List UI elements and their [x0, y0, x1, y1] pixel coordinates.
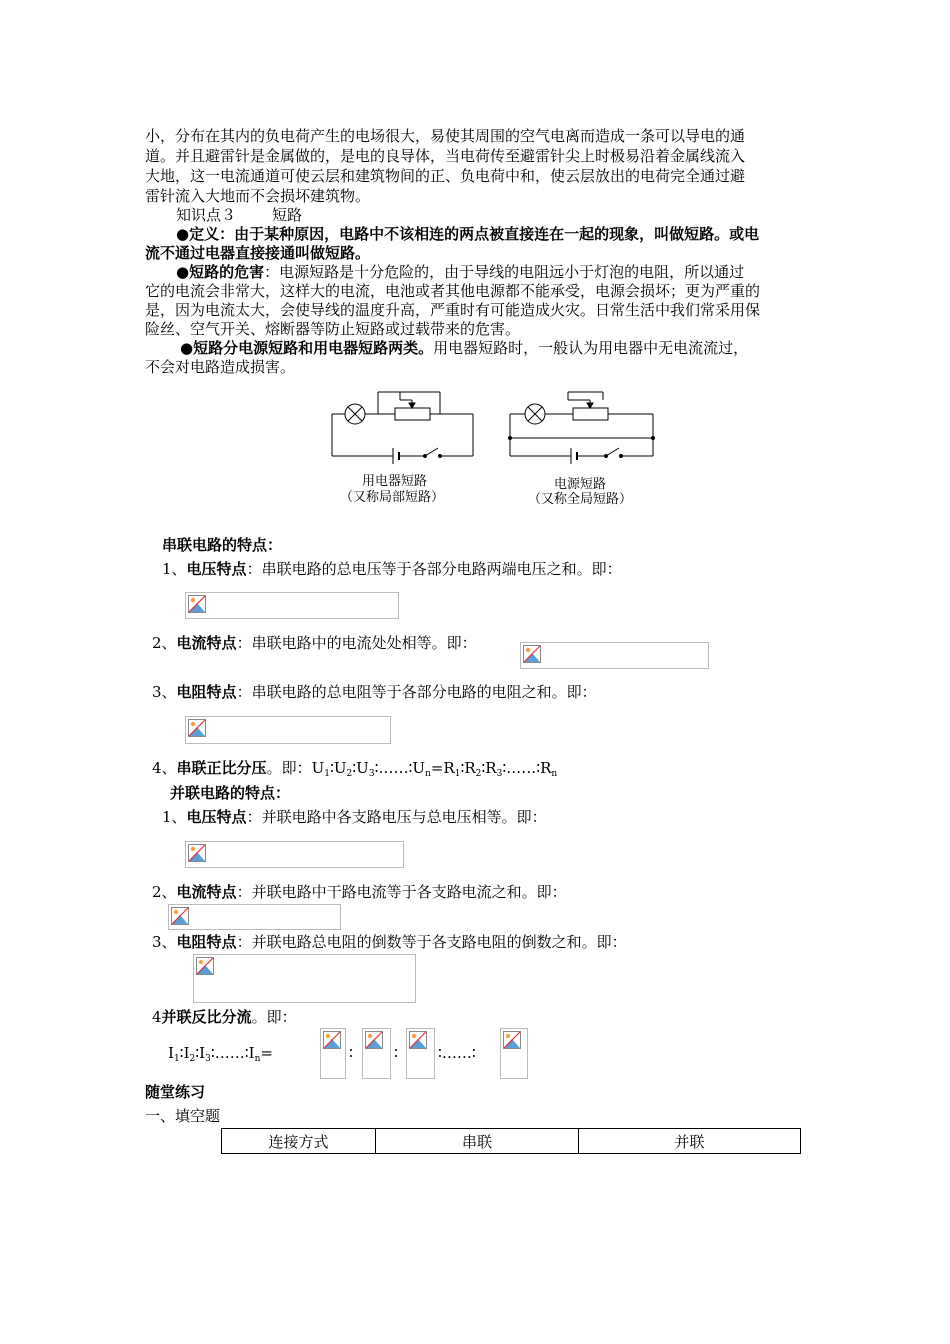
series-item-3	[152, 683, 597, 702]
table-row	[222, 1129, 801, 1154]
series-item-4	[152, 759, 557, 784]
harm-line-1	[176, 263, 744, 282]
broken-image-icon	[188, 719, 206, 737]
item-text: 。即：	[251, 1008, 297, 1026]
right-diagram-caption-1: 电源短路	[554, 477, 607, 492]
item-number: 1、	[162, 560, 187, 578]
formula-image	[185, 592, 399, 619]
broken-image-icon	[365, 1031, 383, 1049]
intro-line-1: 小，分布在其内的负电荷产生的电场很大，易使其周围的空气电离而造成一条可以导电的通	[145, 127, 746, 145]
item-text: ：串联电路的总电阻等于各部分电路的电阻之和。即：	[236, 683, 597, 701]
item-number: 4	[152, 1008, 162, 1026]
intro-line-4: 雷针流入大地而不会损坏建筑物。	[145, 187, 371, 205]
series-ratio: $U_1∶U_2∶U_3∶\dots\dots∶U_n=R_1∶R_2∶R_3∶\dots\dots∶R_n$	[311, 759, 558, 779]
item-bold: 并联反比分流	[161, 1008, 252, 1026]
harm-bold: ●短路的危害	[176, 263, 265, 281]
types-bold: ●短路分电源短路和用电器短路两类。	[180, 339, 434, 357]
item-text: ：并联电路中各支路电压与总电压相等。即：	[246, 808, 547, 826]
formula-image	[168, 904, 341, 930]
item-text: ：并联电路中干路电流等于各支路电流之和。即：	[236, 883, 567, 901]
item-bold: 电流特点	[176, 883, 237, 901]
formula-image	[500, 1028, 528, 1079]
types-text: 用电器短路时，一般认为用电器中无电流流过，	[433, 339, 749, 357]
table-header-cell: 连接方式	[222, 1129, 376, 1154]
item-number: 3、	[152, 933, 177, 951]
broken-image-icon	[188, 844, 206, 862]
series-heading: 串联电路的特点：	[162, 536, 283, 554]
item-number: 2、	[152, 634, 177, 652]
harm-text: ：电源短路是十分危险的，由于导线的电阻远小于灯泡的电阻，所以通过	[264, 263, 745, 281]
formula-image	[406, 1028, 435, 1079]
parallel-item-1	[162, 808, 547, 827]
broken-image-icon	[196, 957, 214, 975]
item-bold: 电压特点	[186, 808, 247, 826]
parallel-item-2	[152, 883, 567, 902]
rheostat-icon	[573, 408, 608, 420]
practice-subheading: 一、填空题	[145, 1107, 221, 1125]
item-bold: 串联正比分压	[176, 759, 267, 777]
item-number: 3、	[152, 683, 177, 701]
types-line-2: 不会对电路造成损害。	[145, 358, 296, 376]
intro-line-2: 道。并且避雷针是金属做的，是电的良导体，当电荷传至避雷针尖上时极易沿着金属线流入	[145, 147, 746, 165]
rheostat-icon	[395, 408, 430, 420]
series-item-1	[162, 560, 622, 579]
formula-image	[320, 1028, 346, 1079]
item-number: 4、	[152, 759, 177, 777]
kp3-label: 知识点３	[176, 206, 237, 224]
series-item-2	[152, 634, 477, 653]
switch-icon	[425, 448, 438, 456]
right-diagram-caption-2: （又称全局短路）	[528, 492, 633, 507]
definition-line-2: 流不通过电器直接接通叫做短路。	[145, 244, 371, 262]
broken-image-icon	[409, 1031, 427, 1049]
item-bold: 电阻特点	[176, 933, 237, 951]
source-short-circuit-diagram	[509, 392, 655, 464]
ratio-separator: ∶	[394, 1044, 398, 1062]
broken-image-icon	[523, 645, 541, 663]
types-line-1	[180, 339, 748, 358]
item-text: ：串联电路的总电压等于各部分电路两端电压之和。即：	[246, 560, 622, 578]
broken-image-icon	[503, 1031, 521, 1049]
ratio-separator: ∶	[349, 1044, 353, 1062]
item-bold: 电阻特点	[176, 683, 237, 701]
table-header-cell: 并联	[579, 1129, 801, 1154]
parallel-heading: 并联电路的特点：	[170, 784, 291, 802]
harm-line-4: 险丝、空气开关、熔断器等防止短路或过载带来的危害。	[145, 320, 521, 338]
broken-image-icon	[171, 907, 189, 925]
item-bold: 电流特点	[176, 634, 237, 652]
broken-image-icon	[323, 1031, 341, 1049]
appliance-short-circuit-diagram	[332, 392, 473, 464]
ratio-ellipsis: ∶……∶	[438, 1044, 476, 1062]
kp3-title: 短路	[272, 206, 303, 224]
item-number: 2、	[152, 883, 177, 901]
formula-image	[362, 1028, 391, 1079]
broken-image-icon	[188, 595, 206, 613]
practice-heading: 随堂练习	[145, 1083, 206, 1101]
switch-icon	[606, 448, 619, 456]
item-bold: 电压特点	[186, 560, 247, 578]
formula-image	[185, 716, 391, 744]
left-diagram-caption-1: 用电器短路	[362, 474, 428, 489]
item-text: 。即：	[266, 759, 312, 777]
intro-line-3: 大地，这一电流通道可使云层和建筑物间的正、负电荷中和，使云层放出的电荷完全通过避	[145, 167, 746, 185]
left-diagram-caption-2: （又称局部短路）	[340, 490, 445, 505]
harm-line-2: 它的电流会非常大，这样大的电流，电池或者其他电源都不能承受，电源会损坏；更为严重的	[145, 282, 761, 300]
harm-line-3: 是，因为电流太大，会使导线的温度升高，严重时有可能造成火灾。日常生活中我们常采用保	[145, 301, 761, 319]
practice-table	[221, 1128, 801, 1154]
item-text: ：并联电路总电阻的倒数等于各支路电阻的倒数之和。即：	[236, 933, 627, 951]
definition-line-1: ●定义：由于某种原因，电路中不该相连的两点被直接连在一起的现象，叫做短路。或电	[176, 225, 760, 243]
parallel-item-3	[152, 933, 627, 952]
item-number: 1、	[162, 808, 187, 826]
formula-image	[520, 642, 709, 669]
formula-image	[185, 841, 404, 868]
parallel-ratio-left: $I_1∶I_2∶I_3∶\dots\dots∶I_n=$	[168, 1044, 273, 1064]
table-header-cell: 串联	[376, 1129, 579, 1154]
formula-image	[193, 954, 416, 1003]
item-text: ：串联电路中的电流处处相等。即：	[236, 634, 477, 652]
parallel-item-4	[152, 1008, 297, 1027]
